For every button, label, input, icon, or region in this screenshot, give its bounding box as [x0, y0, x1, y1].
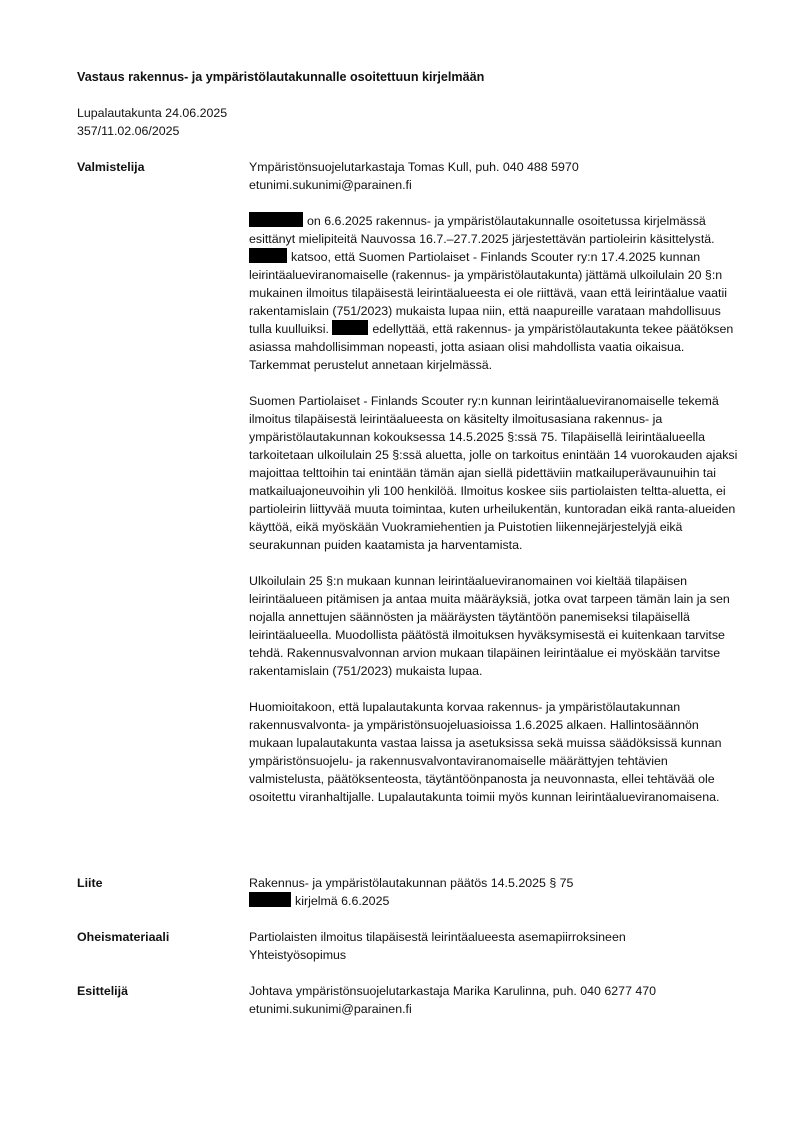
preparer-block [249, 158, 743, 194]
body-paragraph-2: Suomen Partiolaiset - Finlands Scouter ry:n kunnan leirintäalueviranomaiselle tekemä ilmoitus tilapäisestä leirintäalueesta on käsitelty ilmoitusasiana rakennus- ja ympäristölautakunnan kokouksessa 14.5.2025 §:ssä 75. Tilapäisellä leirintäalueella tarkoitetaan ulkoilulain 25 §:ssä aluetta, jolle on tarkoitus enintään 14 vuorokauden ajaksi majoittaa telttoihin tai enintään tämän ajan siellä pidettäviin matkailuperävaunuihin tai matkailuajoneuvoihin yli 100 henkilöä. Ilmoitus koskee siis partiolaisten teltta-aluetta, ei partioleirin liittyvää muuta toimintaa, kuten urheilukentän, kuntoradan eikä ranta-alueiden käyttöä, eikä myöskään Vuokramiehentien ja Puistotien liikennejärjestelyjä eikä seurakunnan puiden kaatamista ja harventamista. [249, 394, 738, 552]
label-esittelija: Esittelijä [77, 984, 128, 998]
body-paragraph-1 [249, 212, 743, 374]
preparer-name: Ympäristönsuojelutarkastaja Tomas Kull, puh. 040 488 5970 [249, 160, 579, 174]
redaction-box [249, 212, 303, 227]
material-1: Partiolaisten ilmoitus tilapäisestä leirintäalueesta asemapiirroksineen [249, 930, 626, 944]
redaction-box [249, 248, 287, 263]
attachment-2-text: kirjelmä 6.6.2025 [295, 894, 390, 908]
body-p1-part-a: on 6.6.2025 rakennus- ja ympäristölautakunnalle osoitetussa kirjelmässä esittänyt mielipiteitä Nauvossa 16.7.–27.7.2025 järjestettävän partioleirin käsittelystä. [249, 214, 715, 246]
document-meta [77, 104, 227, 140]
body-p1-part-c: edellyttää, että rakennus- ja ympäristölautakunta tekee päätöksen asiassa mahdollisimman nopeasti, jotta asiaan olisi mahdollista vaatia oikaisua. Tarkemmat perustelut annetaan kirjelmässä. [249, 322, 734, 372]
redaction-box [332, 320, 368, 335]
attachment-1: Rakennus- ja ympäristölautakunnan päätös 14.5.2025 § 75 [249, 876, 574, 890]
content-liite [249, 874, 743, 910]
presenter-email: etunimi.sukunimi@parainen.fi [249, 1002, 412, 1016]
content-valmistelija [249, 158, 743, 824]
label-oheismateriaali: Oheismateriaali [77, 930, 170, 944]
label-liite: Liite [77, 876, 103, 890]
material-2: Yhteistyösopimus [249, 948, 347, 962]
attachment-2 [249, 892, 743, 910]
redaction-box [249, 892, 291, 907]
body-p1-part-b: katsoo, että Suomen Partiolaiset - Finlands Scouter ry:n 17.4.2025 kunnan leirintäalueviranomaiselle (rakennus- ja ympäristölautakunta) jättämä ulkoilulain 20 §:n mukainen ilmoitus tilapäisestä leirintäalueesta ei ole riittävä, vaan että leirintäalue vaatii rakentamislain (751/2023) mukaista lupaa niin, että naapureille varataan mahdollisuus tulla kuulluiksi. [249, 250, 727, 336]
document-title: Vastaus rakennus- ja ympäristölautakunnalle osoitettuun kirjelmään [77, 70, 485, 84]
meeting-line: Lupalautakunta 24.06.2025 [77, 106, 228, 120]
body-paragraph-3: Ulkoilulain 25 §:n mukaan kunnan leirintäalueviranomainen voi kieltää tilapäisen leirintäalueen pitämisen ja antaa muita määräyksiä, jotka ovat tarpeen tämän lain ja sen nojalla annettujen säännösten ja määräysten täytäntöön panemiseksi tilapäisellä leirintäalueella. Muodollista päätöstä ilmoituksen hyväksymisestä ei kuitenkaan tarvitse tehdä. Rakennusvalvonnan arvion mukaan tilapäinen leirintäalue ei myöskään tarvitse rakentamislain (751/2023) mukaista lupaa. [249, 574, 730, 678]
content-oheismateriaali [249, 928, 743, 964]
presenter-name: Johtava ympäristönsuojelutarkastaja Marika Karulinna, puh. 040 6277 470 [249, 984, 657, 998]
body-paragraph-4: Huomioitakoon, että lupalautakunta korvaa rakennus- ja ympäristölautakunnan rakennusvalvonta- ja ympäristönsuojeluasioissa 1.6.2025 alkaen. Hallintosäännön mukaan lupalautakunta vastaa laissa ja asetuksissa sekä muissa säädöksissä kunnan ympäristönsuojelu- ja rakennusvalvontaviranomaiselle määrättyjen tehtävien valmistelusta, päätöksenteosta, täytäntöönpanosta ja neuvonnasta, ellei tehtävää ole osoitettu viranhaltijalle. Lupalautakunta toimii myös kunnan leirintäalueviranomaisena. [249, 700, 722, 804]
reference-number: 357/11.02.06/2025 [77, 124, 180, 138]
label-valmistelija: Valmistelija [77, 160, 145, 174]
content-esittelija [249, 982, 743, 1018]
preparer-email: etunimi.sukunimi@parainen.fi [249, 178, 412, 192]
